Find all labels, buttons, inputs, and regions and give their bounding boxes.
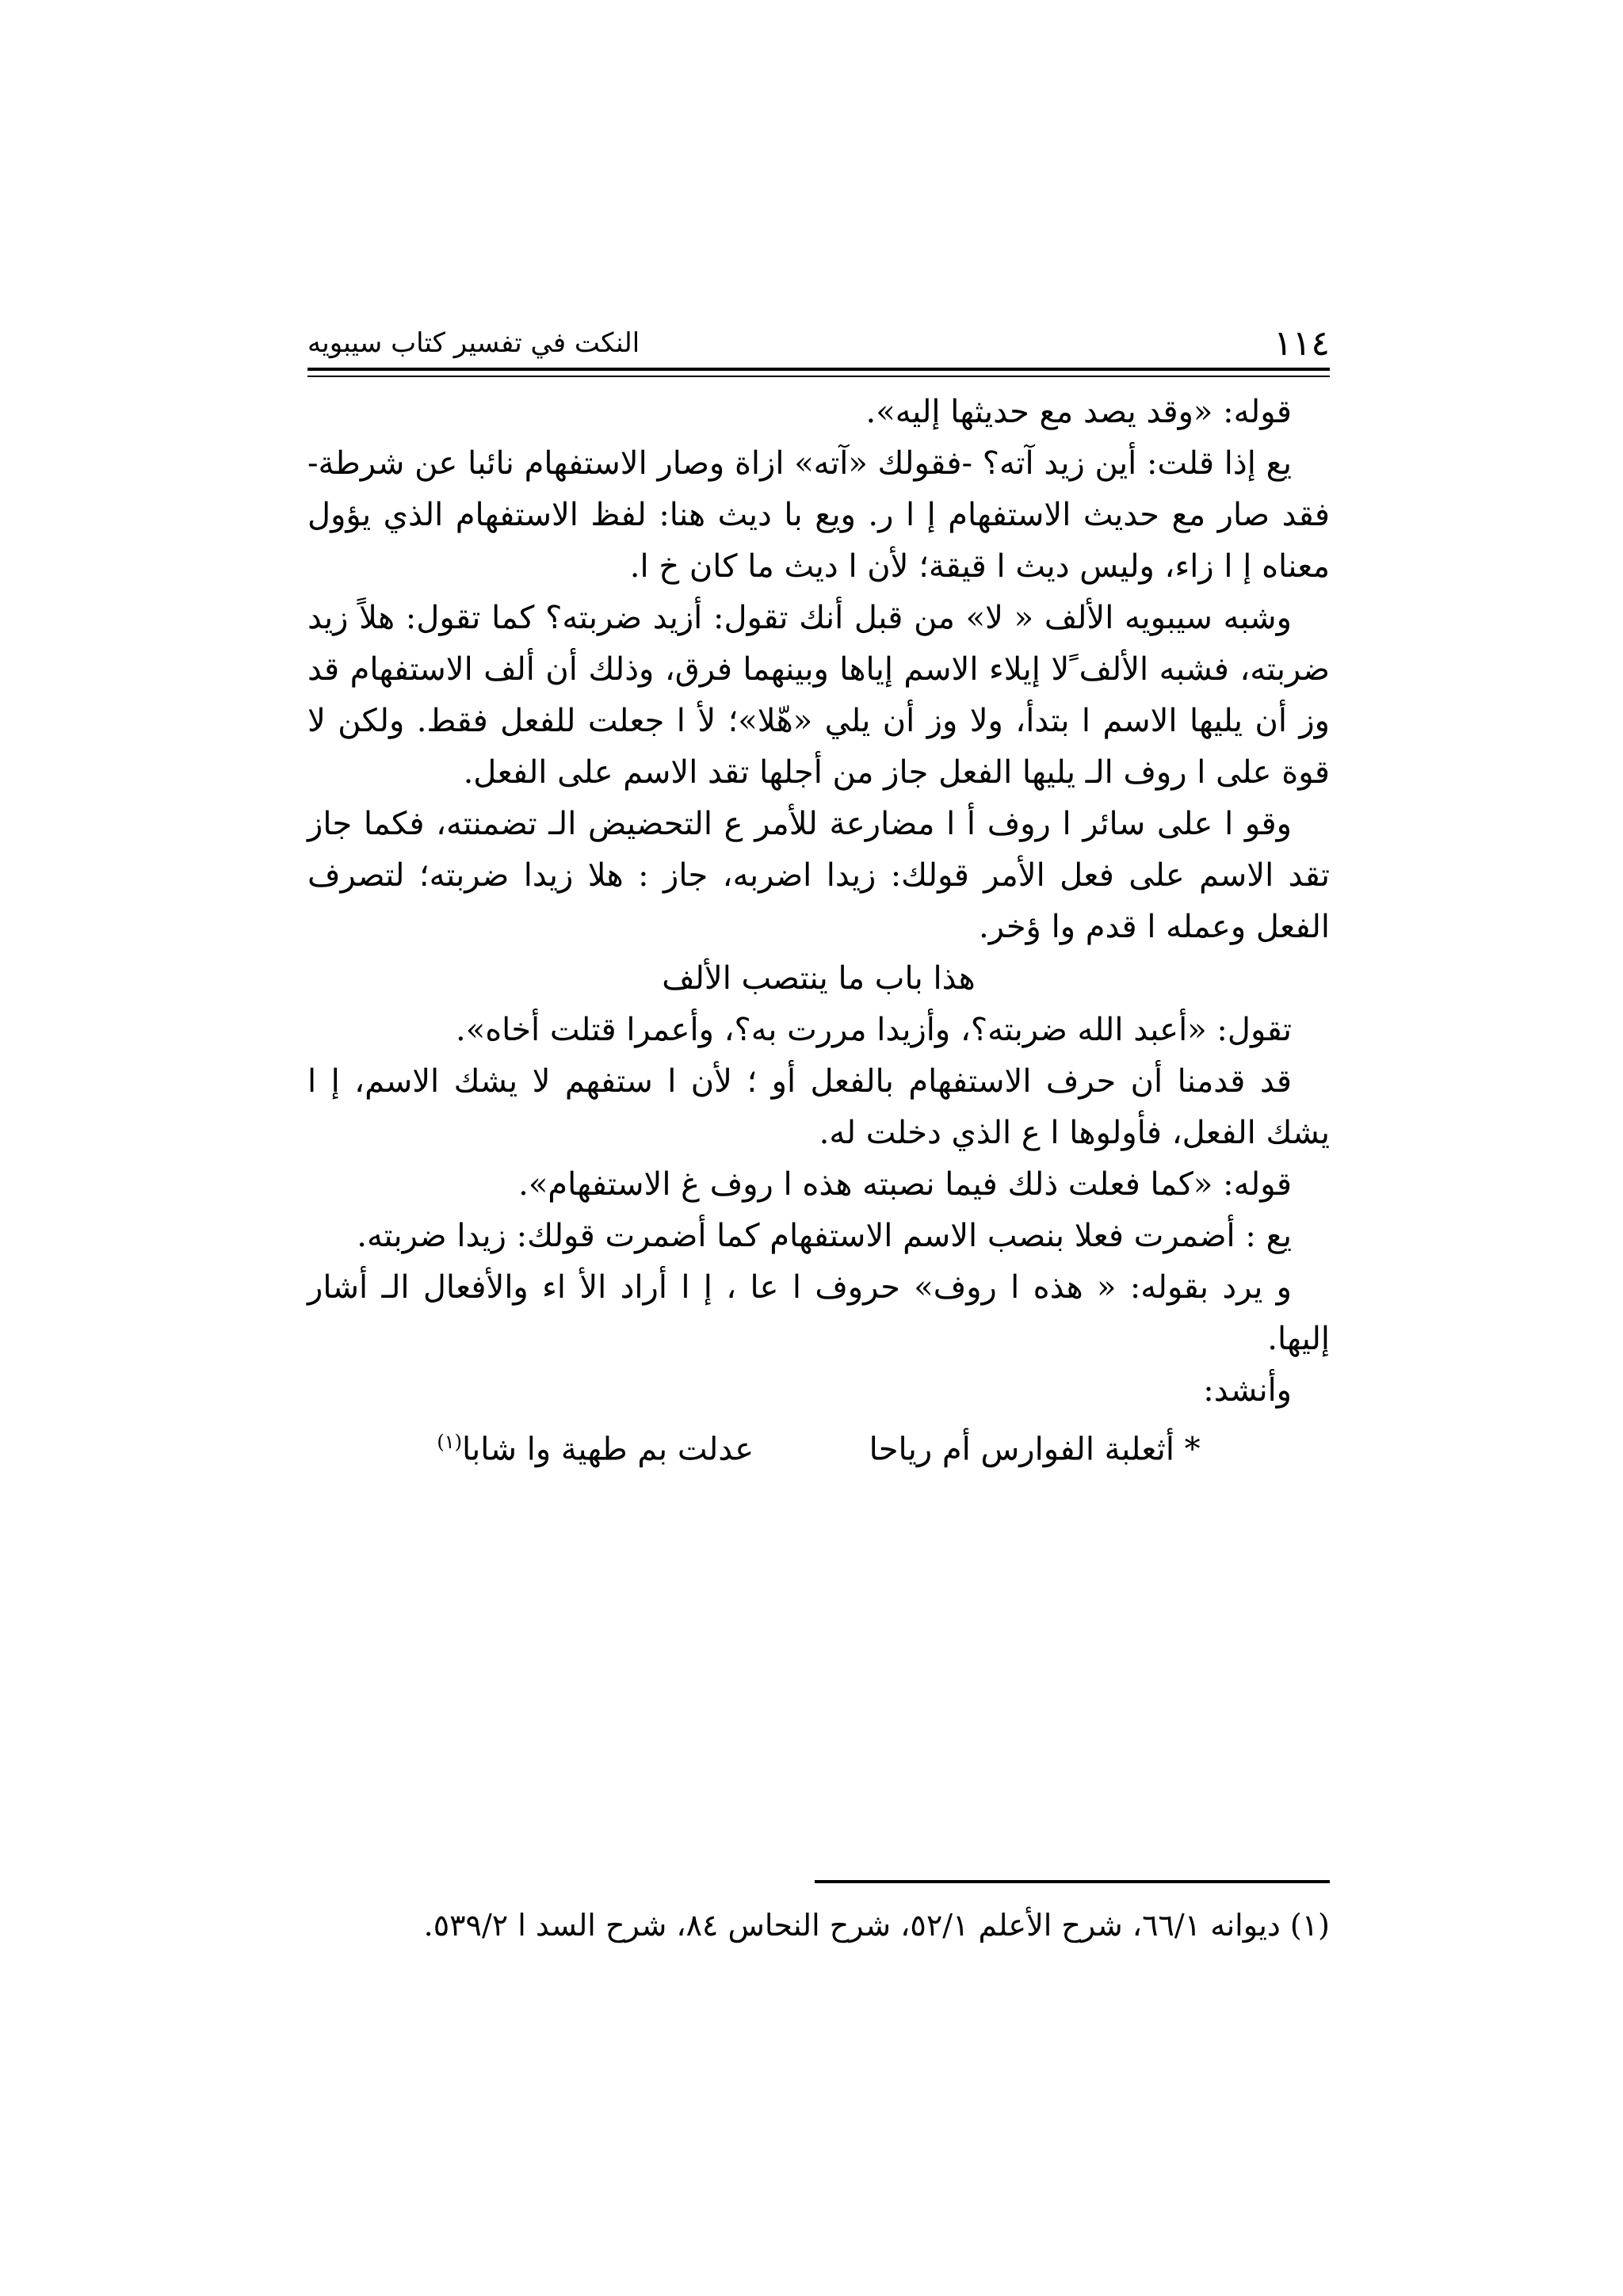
footnote-rule (815, 1880, 1330, 1883)
verse-hemistich-left: عدلت بم طهية وا شابا (461, 1431, 754, 1468)
paragraph: و يرد بقوله: « هذه ا روف» حروف ا عا ، إ ا أراد الأ اء والأفعال الـ أشار إليها. (307, 1269, 1330, 1357)
verse-hemistich-right: * أثعلبة الفوارس أم رياحا (869, 1431, 1201, 1468)
footnote: (١) ديوانه ٦٦/١، شرح الأعلم ٥٢/١، شرح النحاس ٨٤، شرح السد ا ٥٣٩/٢. (423, 1908, 1330, 1943)
footnote-ref: (١) (437, 1431, 462, 1453)
paragraph: قوله: «كما فعلت ذلك فيما نصبته هذه ا روف غ الاستفهام». (518, 1166, 1292, 1203)
header-rule (307, 368, 1330, 371)
header-rule-thin (307, 376, 1330, 377)
paragraph: يع : أضمرت فعلا بنصب الاسم الاستفهام كما أضمرت قولك: زيدا ضربته. (357, 1218, 1292, 1254)
paragraph: يع إذا قلت: أين زيد آته؟ -فقولك «آته» ازاة وصار الاستفهام نائبا عن شرطة- فقد صار مع حديث الاستفهام إ ا ر. ويع با ديث هنا: لفظ الاستفهام الذي يؤول معناه إ ا زاء، وليس ديث ا قيقة؛ لأن ا ديث ما كان خ ا. (307, 445, 1330, 585)
book-title: النكت في تفسير كتاب سيبويه (307, 327, 640, 359)
paragraph: قد قدمنا أن حرف الاستفهام بالفعل أو ؛ لأن ا ستفهم لا يشك الاسم، إ ا يشك الفعل، فأولوها ا ع الذي دخلت له. (307, 1063, 1330, 1151)
paragraph: وأنشد: (1203, 1372, 1292, 1409)
paragraph: وشبه سيبويه الألف « ﻻ» من قبل أنك تقول: أزيد ضربته؟ كما تقول: هلاً زيد ضربته، فشبه الألف ًلا إيلاء الاسم إياها وبينهما فرق، وذلك أن ألف الاستفهام قد وز أن يليها الاسم ا بتدأ، ولا وز أن يلي «هّلا»؛ لأ ا جعلت للفعل فقط. ولكن لا قوة على ا روف الـ يليها الفعل جاز من أجلها تقد الاسم على الفعل. (307, 600, 1330, 791)
paragraph: وقو ا على سائر ا روف أ ا مضارعة للأمر ع التحضيض الـ تضمنته، فكما جاز تقد الاسم على فعل الأمر قولك: زيدا اضربه، جاز : هلا زيدا ضربته؛ لتصرف الفعل وعمله ا قدم وا ؤخر. (307, 806, 1330, 945)
running-header (307, 319, 1330, 367)
body-text (307, 387, 1330, 1475)
paragraph: قوله: «وقد يصد مع حديثها إليه». (865, 394, 1292, 430)
verse-line (307, 1417, 1330, 1475)
page-number: ١١٤ (1274, 322, 1330, 364)
paragraph: تقول: «أعبد الله ضربته؟، وأزيدا مررت به؟، وأعمرا قتلت أخاه». (456, 1012, 1292, 1048)
section-heading: هذا باب ما ينتصب الألف (662, 960, 976, 997)
